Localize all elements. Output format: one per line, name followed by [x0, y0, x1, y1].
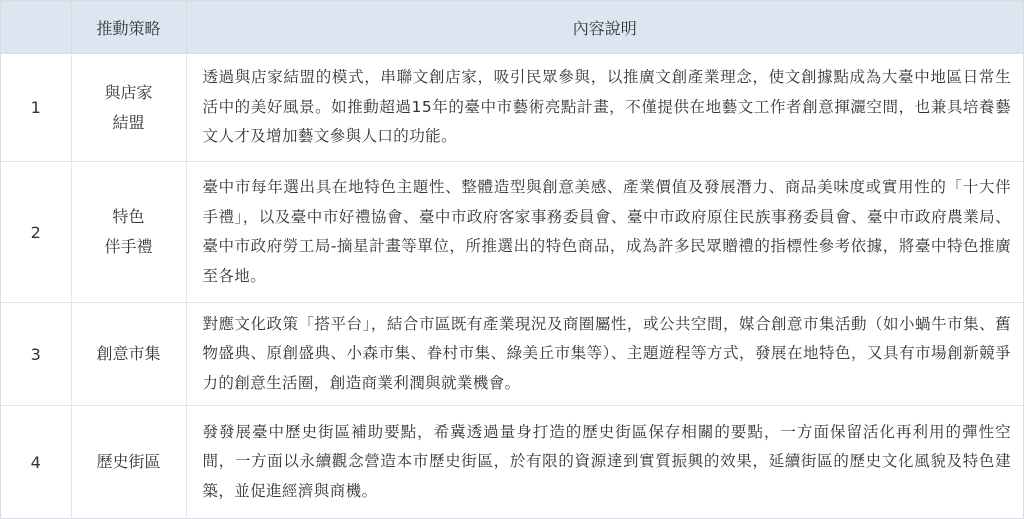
row-strategy — [71, 406, 186, 519]
strategy-line: 結盟 — [112, 112, 145, 132]
header-number — [1, 1, 71, 54]
row-content: 對應文化政策「搭平台」，結合市區既有產業現況及商圈屬性，或公共空間，媒合創意市集活動（如小蝸牛市集、舊物盛典、原創盛典、小森市集、眷村市集、綠美丘市集等）、主題遊程等方式，發展在地特色，又具有市場創新競爭力的創意生活圈，創造商業利潤與就業機會。 — [186, 303, 1023, 406]
row-content: 發發展臺中歷史街區補助要點，希冀透過量身打造的歷史街區保存相關的要點，一方面保留活化再利用的彈性空間，一方面以永續觀念營造本市歷史街區，於有限的資源達到實質振興的效果，延續街區的歷史文化風貌及特色建築，並促進經濟與商機。 — [202, 422, 1011, 500]
strategy-line: 與店家 — [104, 82, 153, 102]
row-number: 1 — [1, 54, 71, 162]
row-number: 2 — [1, 162, 71, 303]
header-content: 內容說明 — [186, 1, 1023, 54]
table-row — [1, 162, 1023, 303]
row-strategy — [71, 162, 186, 303]
row-number: 4 — [1, 406, 71, 519]
row-strategy — [71, 303, 186, 406]
strategy-table — [1, 1, 1023, 518]
table-row — [1, 406, 1023, 519]
strategy-line: 歷史街區 — [96, 452, 161, 471]
table-header-row — [1, 1, 1023, 54]
table-row — [1, 54, 1023, 162]
table-row — [1, 303, 1023, 406]
row-content: 臺中市每年選出具在地特色主題性、整體造型與創意美感、產業價值及發展潛力、商品美味度或實用性的「十大伴手禮」，以及臺中市好禮協會、臺中市政府客家事務委員會、臺中市政府原住民族事務委員會、臺中市政府農業局、臺中市政府勞工局-摘星計畫等單位，所推選出的特色商品，成為許多民眾贈禮的指標性參考依據，將臺中特色推廣至各地。 — [186, 162, 1023, 303]
strategy-line: 創意市集 — [96, 344, 161, 363]
row-strategy — [71, 54, 186, 162]
row-content: 透過與店家結盟的模式，串聯文創店家，吸引民眾參與，以推廣文創產業理念，使文創據點成為大臺中地區日常生活中的美好風景。如推動超過15年的臺中市藝術亮點計畫，不僅提供在地藝文工作者創意揮灑空間，也兼具培養藝文人才及增加藝文參與人口的功能。 — [186, 54, 1023, 162]
strategy-line: 伴手禮 — [104, 237, 153, 256]
header-strategy: 推動策略 — [71, 1, 186, 54]
row-number: 3 — [1, 303, 71, 406]
strategy-line: 特色 — [112, 207, 145, 226]
